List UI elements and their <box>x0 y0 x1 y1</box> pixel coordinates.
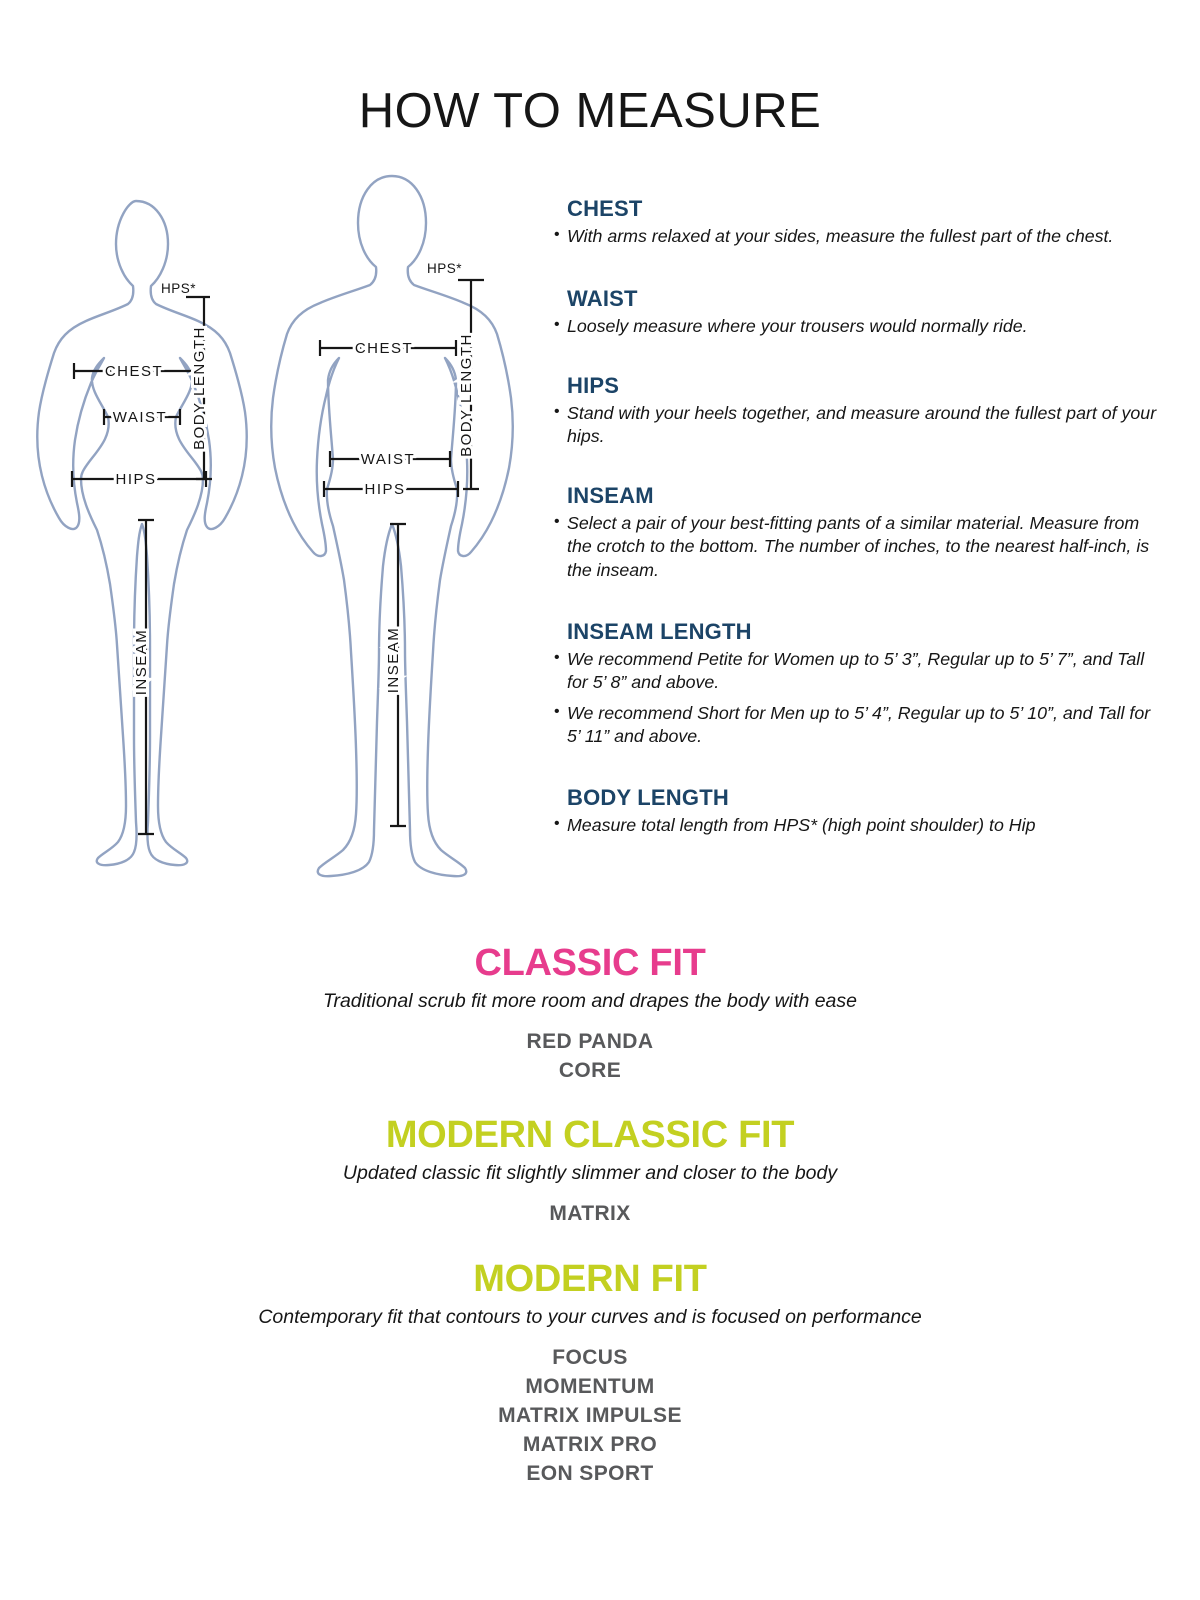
section-body-length-heading: BODY LENGTH <box>567 785 729 810</box>
section-body-length <box>553 785 1167 844</box>
bullet: • Select a pair of your best-fitting pants of a similar material. Measure from the crotch to the bottom. The number of inches, to the nearest half-inch, is the inseam. <box>553 512 1167 582</box>
measurement-figures <box>0 140 540 900</box>
section-inseam-length <box>553 619 1167 756</box>
section-inseam-length-bullets <box>553 648 1167 749</box>
bullet: • Measure total length from HPS* (high point shoulder) to Hip <box>553 814 1167 837</box>
fit-classic-description: Traditional scrub fit more room and drapes the body with ease <box>323 990 857 1012</box>
female-inseam-label: INSEAM <box>133 628 150 696</box>
bullet: • We recommend Short for Men up to 5’ 4”, Regular up to 5’ 10”, and Tall for 5’ 11” and above. <box>553 702 1167 749</box>
section-inseam-length-heading: INSEAM LENGTH <box>567 619 752 644</box>
bullet: • Stand with your heels together, and measure around the fullest part of your hips. <box>553 402 1167 449</box>
section-chest <box>553 196 1167 255</box>
male-hips-label: HIPS <box>364 481 406 498</box>
fit-modern-classic-brands <box>0 1199 1180 1228</box>
fit-classic-brands <box>0 1027 1180 1085</box>
brand-name: MATRIX PRO <box>522 1433 658 1456</box>
female-hips-label: HIPS <box>115 471 157 488</box>
female-figure-outline <box>37 201 246 865</box>
female-chest-label: CHEST <box>104 363 164 380</box>
female-body-length-label: BODY LENGTH <box>191 326 208 450</box>
male-body-length-label: BODY LENGTH <box>458 333 475 457</box>
fit-section-modern-classic <box>0 1114 1180 1228</box>
fit-modern-classic-description: Updated classic fit slightly slimmer and closer to the body <box>342 1162 838 1184</box>
female-waist-label: WAIST <box>112 409 168 426</box>
section-inseam-heading: INSEAM <box>567 483 654 508</box>
brand-name: MATRIX IMPULSE <box>498 1404 682 1427</box>
fit-modern-heading: MODERN FIT <box>473 1258 707 1300</box>
brand-name: MATRIX <box>549 1202 631 1225</box>
bullet: • With arms relaxed at your sides, measure the fullest part of the chest. <box>553 225 1167 248</box>
brand-name: EON SPORT <box>526 1462 654 1485</box>
brand-name: MOMENTUM <box>525 1375 655 1398</box>
section-waist-heading: WAIST <box>567 286 638 311</box>
brand-name: CORE <box>558 1059 622 1082</box>
section-hips-heading: HIPS <box>567 373 620 398</box>
section-inseam <box>553 483 1167 589</box>
bullet: • Loosely measure where your trousers would normally ride. <box>553 315 1167 338</box>
section-chest-heading: CHEST <box>567 196 643 221</box>
section-hips-bullets <box>553 402 1167 449</box>
fit-section-classic <box>0 942 1180 1085</box>
fit-modern-description: Contemporary fit that contours to your curves and is focused on performance <box>258 1306 922 1328</box>
fit-modern-brands <box>0 1343 1180 1488</box>
fit-modern-classic-heading: MODERN CLASSIC FIT <box>385 1114 795 1156</box>
section-waist-bullets <box>553 315 1167 338</box>
section-inseam-bullets <box>553 512 1167 582</box>
male-hps-label: HPS* <box>426 261 462 276</box>
male-inseam-label: INSEAM <box>385 626 402 694</box>
fit-section-modern <box>0 1258 1180 1488</box>
brand-name: RED PANDA <box>526 1030 654 1053</box>
section-chest-bullets <box>553 225 1167 248</box>
brand-name: FOCUS <box>552 1346 628 1369</box>
male-waist-label: WAIST <box>360 451 416 468</box>
section-hips <box>553 373 1167 456</box>
page-title: HOW TO MEASURE <box>358 83 822 138</box>
male-chest-label: CHEST <box>354 340 414 357</box>
fit-classic-heading: CLASSIC FIT <box>474 942 706 984</box>
female-hps-label: HPS* <box>160 281 196 296</box>
bullet: • We recommend Petite for Women up to 5’ 3”, Regular up to 5’ 7”, and Tall for 5’ 8” and above. <box>553 648 1167 695</box>
section-waist <box>553 286 1167 345</box>
section-body-length-bullets <box>553 814 1167 837</box>
